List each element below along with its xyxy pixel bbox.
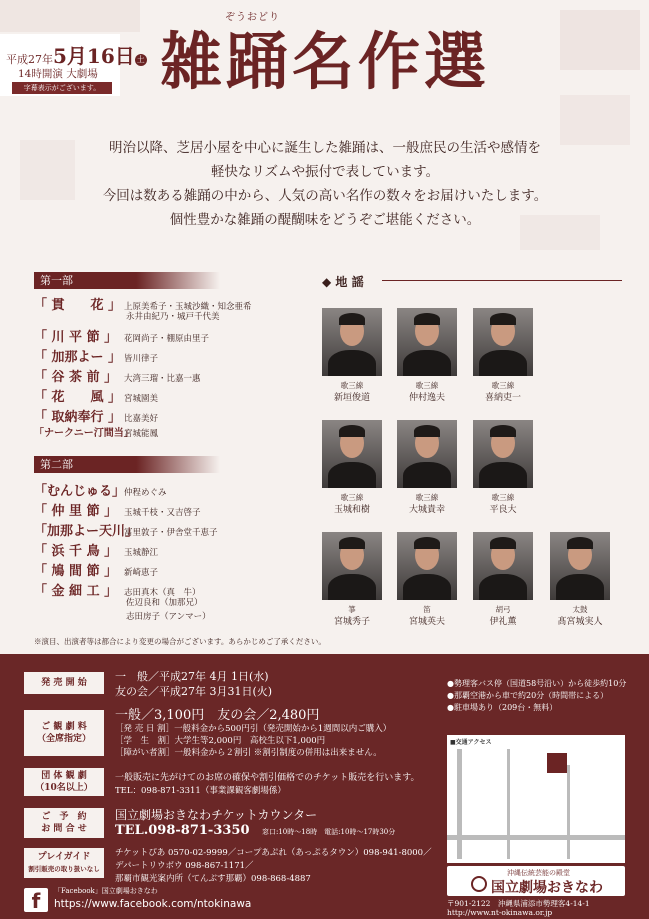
group-label bbox=[24, 768, 104, 796]
portrait-body bbox=[403, 574, 451, 600]
portrait-body bbox=[328, 574, 376, 600]
musician-photo bbox=[397, 420, 457, 488]
facebook-icon[interactable]: f bbox=[24, 888, 48, 912]
item-performers: 玉城静江 bbox=[124, 548, 159, 558]
sale-label bbox=[24, 672, 104, 694]
website[interactable]: http://www.nt-okinawa.or.jp bbox=[447, 908, 553, 917]
portrait-body bbox=[328, 462, 376, 488]
portrait-hair bbox=[490, 425, 516, 437]
intro-line: 個性豊かな雑踊の醍醐味をどうぞご堪能ください。 bbox=[169, 212, 481, 228]
musician-caption bbox=[317, 492, 387, 516]
decor-pattern bbox=[20, 140, 75, 200]
playguide-label bbox=[24, 848, 104, 878]
map-road bbox=[567, 765, 570, 859]
portrait-hair bbox=[567, 537, 593, 549]
access-map bbox=[447, 735, 625, 863]
musician-role: 胡弓 bbox=[495, 605, 511, 614]
sale-general: 一 般／平成27年 4月 1日(水) bbox=[115, 670, 269, 683]
musician-photo bbox=[473, 420, 533, 488]
item-performers: 志田真木（真 牛） bbox=[124, 588, 201, 598]
musician-name: 伊礼薫 bbox=[489, 617, 517, 627]
page-title: 雑踊名作選 bbox=[160, 25, 491, 98]
item-performers: 宮城能鳳 bbox=[124, 429, 159, 439]
musician-caption bbox=[468, 380, 538, 404]
start-time: 14時開演 大劇場 bbox=[18, 68, 98, 80]
label-text: ご 観 劇 料 bbox=[41, 722, 87, 732]
program-item bbox=[34, 326, 209, 345]
musician-photo bbox=[397, 532, 457, 600]
item-performers: 永井由紀乃・城戸千代美 bbox=[126, 312, 220, 322]
month: 5月 bbox=[53, 44, 87, 68]
intro-line: 軽快なリズムや振付で表しています。 bbox=[210, 164, 440, 180]
musician-caption bbox=[468, 604, 538, 628]
program-item bbox=[34, 480, 167, 499]
portrait-body bbox=[479, 462, 527, 488]
item-title: 「 取納奉行 」 bbox=[34, 410, 122, 425]
musician-name: 髙宮城実人 bbox=[557, 617, 603, 627]
logo-caption: 沖縄伝統芸能の殿堂 bbox=[507, 869, 570, 877]
playguide-line: チケットぴあ 0570-02-9999／コープあぷれ（あっぷるタウン）098-941-8000／ bbox=[115, 848, 432, 858]
musician-role: 箏 bbox=[348, 605, 356, 614]
portrait-hair bbox=[339, 313, 365, 325]
musician-name: 宮城英夫 bbox=[408, 617, 445, 627]
program-item bbox=[34, 386, 158, 405]
theater-logo bbox=[447, 866, 625, 896]
musician-role: 歌三線 bbox=[340, 493, 364, 502]
title-ruby: ぞうおどり bbox=[225, 12, 280, 23]
label-text: 発 売 開 始 bbox=[41, 678, 87, 688]
group-phone: TEL：098-871-3311（事業課観客劇場係） bbox=[115, 786, 286, 796]
price-discount: ［障がい者割］一般料金から２割引 ※割引制度の併用は出来ません。 bbox=[115, 748, 382, 758]
program-item bbox=[34, 540, 158, 559]
theater-marker bbox=[547, 753, 567, 773]
playguide-line: デパートリウボウ 098-867-1171／ bbox=[115, 861, 254, 871]
label-text: プレイガイド bbox=[37, 852, 91, 862]
musician-role: 笛 bbox=[423, 605, 431, 614]
price-discount: ［学 生 割］大学生等2,000円 高校生以下1,000円 bbox=[115, 736, 326, 746]
portrait-body bbox=[403, 462, 451, 488]
program-item bbox=[34, 406, 158, 425]
program-item bbox=[34, 560, 158, 579]
map-road bbox=[447, 835, 625, 840]
item-title: 「 加那よー 」 bbox=[34, 350, 122, 365]
access-line: ●勢理客バス停（国道58号沿い）から徒歩約10分 bbox=[447, 679, 627, 688]
musician-role: 歌三線 bbox=[340, 381, 364, 390]
price-main: 一般／3,100円 友の会／2,480円 bbox=[115, 708, 320, 723]
item-title: 「 川 平 節 」 bbox=[34, 330, 118, 345]
musician-name: 大城貴幸 bbox=[408, 505, 445, 515]
portrait-body bbox=[328, 350, 376, 376]
program-item bbox=[34, 346, 158, 365]
program-item bbox=[34, 424, 158, 439]
musician-role: 歌三線 bbox=[491, 381, 515, 390]
reserve-hours: 窓口:10時～18時 電話:10時～17時30分 bbox=[262, 828, 396, 836]
musician-photo bbox=[473, 532, 533, 600]
access-line: ●那覇空港から車で約20分（時間帯による） bbox=[447, 691, 609, 700]
item-title: 「 谷 茶 前 」 bbox=[34, 370, 118, 385]
musician-photo bbox=[322, 532, 382, 600]
musician-caption bbox=[392, 604, 462, 628]
musician-photo bbox=[397, 308, 457, 376]
item-performers: 新崎恵子 bbox=[124, 568, 159, 578]
item-title: 「 仲 里 節 」 bbox=[34, 504, 118, 519]
musician-photo bbox=[322, 308, 382, 376]
ticket-counter: 国立劇場おきなわチケットカウンター bbox=[115, 808, 318, 822]
portrait-hair bbox=[490, 537, 516, 549]
label-text: 団 体 観 劇 bbox=[41, 771, 87, 781]
musician-name: 宮城秀子 bbox=[333, 617, 370, 627]
portrait-hair bbox=[414, 425, 440, 437]
portrait-body bbox=[403, 350, 451, 376]
musician-name: 平良大 bbox=[489, 505, 517, 515]
portrait-hair bbox=[339, 537, 365, 549]
jiutai-heading: ◆ 地 謡 bbox=[322, 275, 364, 289]
facebook-url[interactable]: https://www.facebook.com/ntokinawa bbox=[54, 898, 252, 910]
label-text: お 問 合 せ bbox=[41, 824, 87, 834]
item-title: 「ナークニー汀間当」 bbox=[34, 428, 134, 439]
program-item bbox=[34, 366, 201, 385]
item-performers: 冨里敦子・伊舎堂千恵子 bbox=[124, 528, 218, 538]
label-text: （全席指定） bbox=[36, 734, 91, 744]
musician-caption bbox=[317, 380, 387, 404]
musician-caption bbox=[545, 604, 615, 628]
musician-caption bbox=[392, 380, 462, 404]
item-performers: 佐辺良和（加那兄） bbox=[126, 598, 203, 608]
program-item bbox=[34, 500, 201, 519]
day: 16日 bbox=[86, 44, 135, 68]
item-performers: 仲程めぐみ bbox=[124, 488, 167, 498]
musician-name: 仲村逸夫 bbox=[408, 393, 445, 403]
decor-pattern bbox=[560, 10, 640, 70]
item-performers: 宮城園美 bbox=[124, 394, 159, 404]
item-performers: 大湾三瑠・比嘉一惠 bbox=[124, 374, 201, 384]
musician-name: 新垣俊道 bbox=[333, 393, 370, 403]
address: 〒901-2122 沖縄県浦添市勢理客4-14-1 bbox=[447, 899, 590, 908]
item-title: 「 金 細 工 」 bbox=[34, 584, 118, 599]
portrait-body bbox=[556, 574, 604, 600]
musician-name: 玉城和樹 bbox=[333, 505, 370, 515]
musician-role: 歌三線 bbox=[491, 493, 515, 502]
musician-photo bbox=[473, 308, 533, 376]
item-performers: 上原美希子・玉城沙織・知念亜希 bbox=[124, 302, 252, 312]
item-performers: 志田房子（アンマー） bbox=[126, 612, 211, 622]
label-text: （10名以上） bbox=[35, 783, 93, 793]
performance-date bbox=[6, 40, 147, 69]
facebook-label: 「Facebook」国立劇場おきなわ bbox=[54, 887, 158, 895]
reserve-phone[interactable]: TEL.098-871-3350 bbox=[115, 823, 250, 838]
access-line: ●駐車場あり（209台・無料） bbox=[447, 703, 558, 712]
item-title: 「 鳩 間 節 」 bbox=[34, 564, 118, 579]
portrait-hair bbox=[414, 537, 440, 549]
portrait-hair bbox=[339, 425, 365, 437]
musician-role: 歌三線 bbox=[415, 381, 439, 390]
intro-line: 明治以降、芝居小屋を中心に誕生した雑踊は、一般庶民の生活や感情を bbox=[109, 140, 541, 156]
musician-caption bbox=[317, 604, 387, 628]
portrait-hair bbox=[414, 313, 440, 325]
map-title: ■交通アクセス bbox=[450, 739, 492, 746]
item-performers: 皆川律子 bbox=[124, 354, 159, 364]
theater-logo-icon bbox=[471, 876, 487, 892]
part2-heading: 第二部 bbox=[34, 456, 220, 473]
musician-role: 太鼓 bbox=[572, 605, 588, 614]
item-title: 「むんじゅる」 bbox=[34, 484, 126, 499]
item-performers: 花岡尚子・棚原由里子 bbox=[124, 334, 210, 344]
subtitle-notice: 字幕表示がございます。 bbox=[12, 82, 112, 94]
intro-line: 今回は数ある雑踊の中から、人気の高い名作の数々をお届けいたします。 bbox=[102, 188, 548, 204]
item-title: 「 浜 千 鳥 」 bbox=[34, 544, 118, 559]
musician-photo bbox=[322, 420, 382, 488]
portrait-body bbox=[479, 350, 527, 376]
musician-caption bbox=[392, 492, 462, 516]
item-title: 「 貫 花 」 bbox=[34, 298, 122, 313]
map-road bbox=[507, 749, 510, 859]
weekday-badge: 土 bbox=[136, 55, 145, 64]
part1-heading: 第一部 bbox=[34, 272, 220, 289]
change-notice: ※演目、出演者等は都合により変更の場合がございます。あらかじめご了承ください。 bbox=[34, 637, 326, 646]
price-label bbox=[24, 710, 104, 756]
group-info: 一般販売に先がけてのお席の確保や割引価格でのチケット販売を行います。 bbox=[115, 773, 420, 783]
sale-member: 友の会／平成27年 3月31日(火) bbox=[115, 685, 273, 698]
musician-name: 喜納吏一 bbox=[484, 393, 521, 403]
playguide-line: 那覇市観光案内所（てんぶす那覇）098-868-4887 bbox=[115, 874, 311, 884]
logo-name: 国立劇場おきなわ bbox=[491, 880, 603, 896]
price-discount: ［発 売 日 割］一般料金から500円引（発売開始から1週間以内ご購入） bbox=[115, 724, 392, 734]
musician-role: 歌三線 bbox=[415, 493, 439, 502]
item-performers: 比嘉美好 bbox=[124, 414, 159, 424]
divider bbox=[382, 280, 622, 281]
musician-photo bbox=[550, 532, 610, 600]
item-title: 「 花 風 」 bbox=[34, 390, 122, 405]
intro-text bbox=[70, 136, 580, 232]
decor-pattern bbox=[0, 0, 140, 32]
label-text: ご 予 約 bbox=[41, 812, 87, 822]
program-item bbox=[34, 520, 218, 539]
item-title: 「加那よー天川」 bbox=[34, 524, 139, 539]
musician-caption bbox=[468, 492, 538, 516]
reserve-label bbox=[24, 808, 104, 838]
era: 平成27年 bbox=[6, 53, 53, 66]
map-road bbox=[457, 749, 462, 859]
portrait-body bbox=[479, 574, 527, 600]
label-text: 割引販売の取り扱いなし bbox=[28, 865, 100, 873]
portrait-hair bbox=[490, 313, 516, 325]
item-performers: 玉城千枝・又吉啓子 bbox=[124, 508, 201, 518]
